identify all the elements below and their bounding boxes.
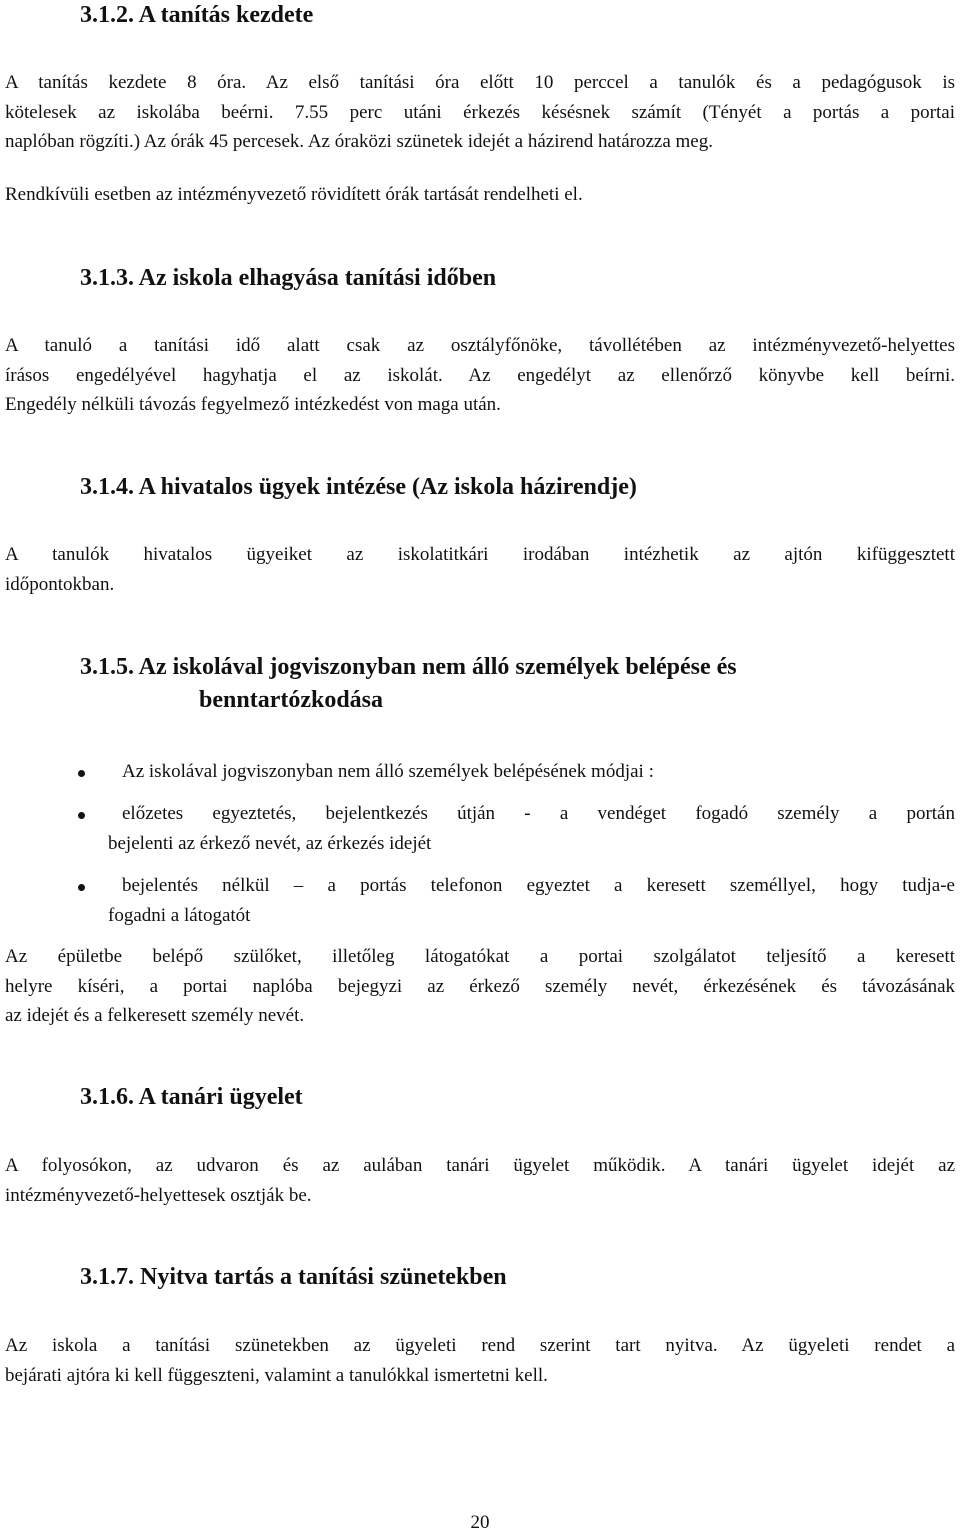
text-line: az idejét és a felkeresett személy nevét.	[5, 1005, 305, 1026]
heading-line: 3.1.5. Az iskolával jogviszonyban nem álló személyek belépése és	[80, 654, 737, 680]
paragraph-3-1-5	[5, 942, 955, 1031]
paragraph-3-1-3	[5, 331, 955, 420]
paragraph-3-1-2-extra: Rendkívüli esetben az intézményvezető rövidített órák tartását rendelheti el.	[5, 184, 583, 205]
text-line: A tanulók hivatalos ügyeiket az iskolatitkári irodában intézhetik az ajtón kifüggesztett	[5, 544, 955, 565]
text-line: Engedély nélküli távozás fegyelmező intézkedést von maga után.	[5, 394, 501, 415]
section-heading-3-1-7: 3.1.7. Nyitva tartás a tanítási szünetekben	[80, 1264, 507, 1290]
text-line: bejelenti az érkező nevét, az érkezés idejét	[108, 832, 432, 854]
section-heading-3-1-4: 3.1.4. A hivatalos ügyek intézése (Az iskola házirendje)	[80, 474, 637, 500]
section-heading-3-1-2: 3.1.2. A tanítás kezdete	[80, 2, 314, 28]
bullet-icon	[78, 770, 85, 777]
bullet-item	[108, 799, 955, 858]
bullet-icon	[78, 884, 85, 891]
text-line: naplóban rögzíti.) Az órák 45 percesek. Az óraközi szünetek idejét a házirend határozza meg.	[5, 131, 713, 152]
bullet-icon	[78, 812, 85, 819]
text-line: Az épületbe belépő szülőket, illetőleg látogatókat a portai szolgálatot teljesítő a keresett	[5, 946, 955, 967]
text-line: írásos engedélyével hagyhatja el az iskolát. Az engedélyt az ellenőrző könyvbe kell beírni.	[5, 364, 955, 386]
text-line: előzetes egyeztetés, bejelentkezés útján - a vendéget fogadó személy a portán	[122, 803, 955, 824]
paragraph-3-1-7	[5, 1331, 955, 1390]
text-line: bejelentés nélkül – a portás telefonon egyeztet a keresett személlyel, hogy tudja-e	[122, 875, 955, 896]
heading-line: benntartózkodása	[199, 687, 384, 713]
section-heading-3-1-5	[80, 651, 950, 717]
text-line: Az iskola a tanítási szünetekben az ügyeleti rend szerint tart nyitva. Az ügyeleti rendet a	[5, 1335, 955, 1356]
text-line: A tanítás kezdete 8 óra. Az első tanítási óra előtt 10 perccel a tanulók és a pedagógusok is	[5, 72, 955, 93]
text-line: intézményvezető-helyettesek osztják be.	[5, 1184, 312, 1206]
text-line: kötelesek az iskolába beérni. 7.55 perc utáni érkezés késésnek számít (Tényét a portás a portai	[5, 101, 955, 123]
text-line: A tanuló a tanítási idő alatt csak az osztályfőnöke, távollétében az intézményvezető-helyettes	[5, 335, 955, 356]
section-heading-3-1-3: 3.1.3. Az iskola elhagyása tanítási időben	[80, 265, 497, 291]
paragraph-3-1-6	[5, 1151, 955, 1210]
text-line: helyre kíséri, a portai naplóba bejegyzi az érkező személy nevét, érkezésének és távozásának	[5, 975, 955, 997]
text-line: bejárati ajtóra ki kell függeszteni, valamint a tanulókkal ismertetni kell.	[5, 1364, 548, 1386]
section-heading-3-1-6: 3.1.6. A tanári ügyelet	[80, 1084, 303, 1110]
text-line: időpontokban.	[5, 573, 115, 595]
bullet-item: Az iskolával jogviszonyban nem álló személyek belépésének módjai :	[122, 761, 654, 782]
paragraph-3-1-2	[5, 68, 955, 157]
bullet-item	[108, 871, 955, 930]
text-line: fogadni a látogatót	[108, 904, 251, 926]
paragraph-3-1-4	[5, 540, 955, 599]
text-line: A folyosókon, az udvaron és az aulában tanári ügyelet működik. A tanári ügyelet idejét az	[5, 1155, 955, 1176]
page-number: 20	[470, 1512, 490, 1533]
